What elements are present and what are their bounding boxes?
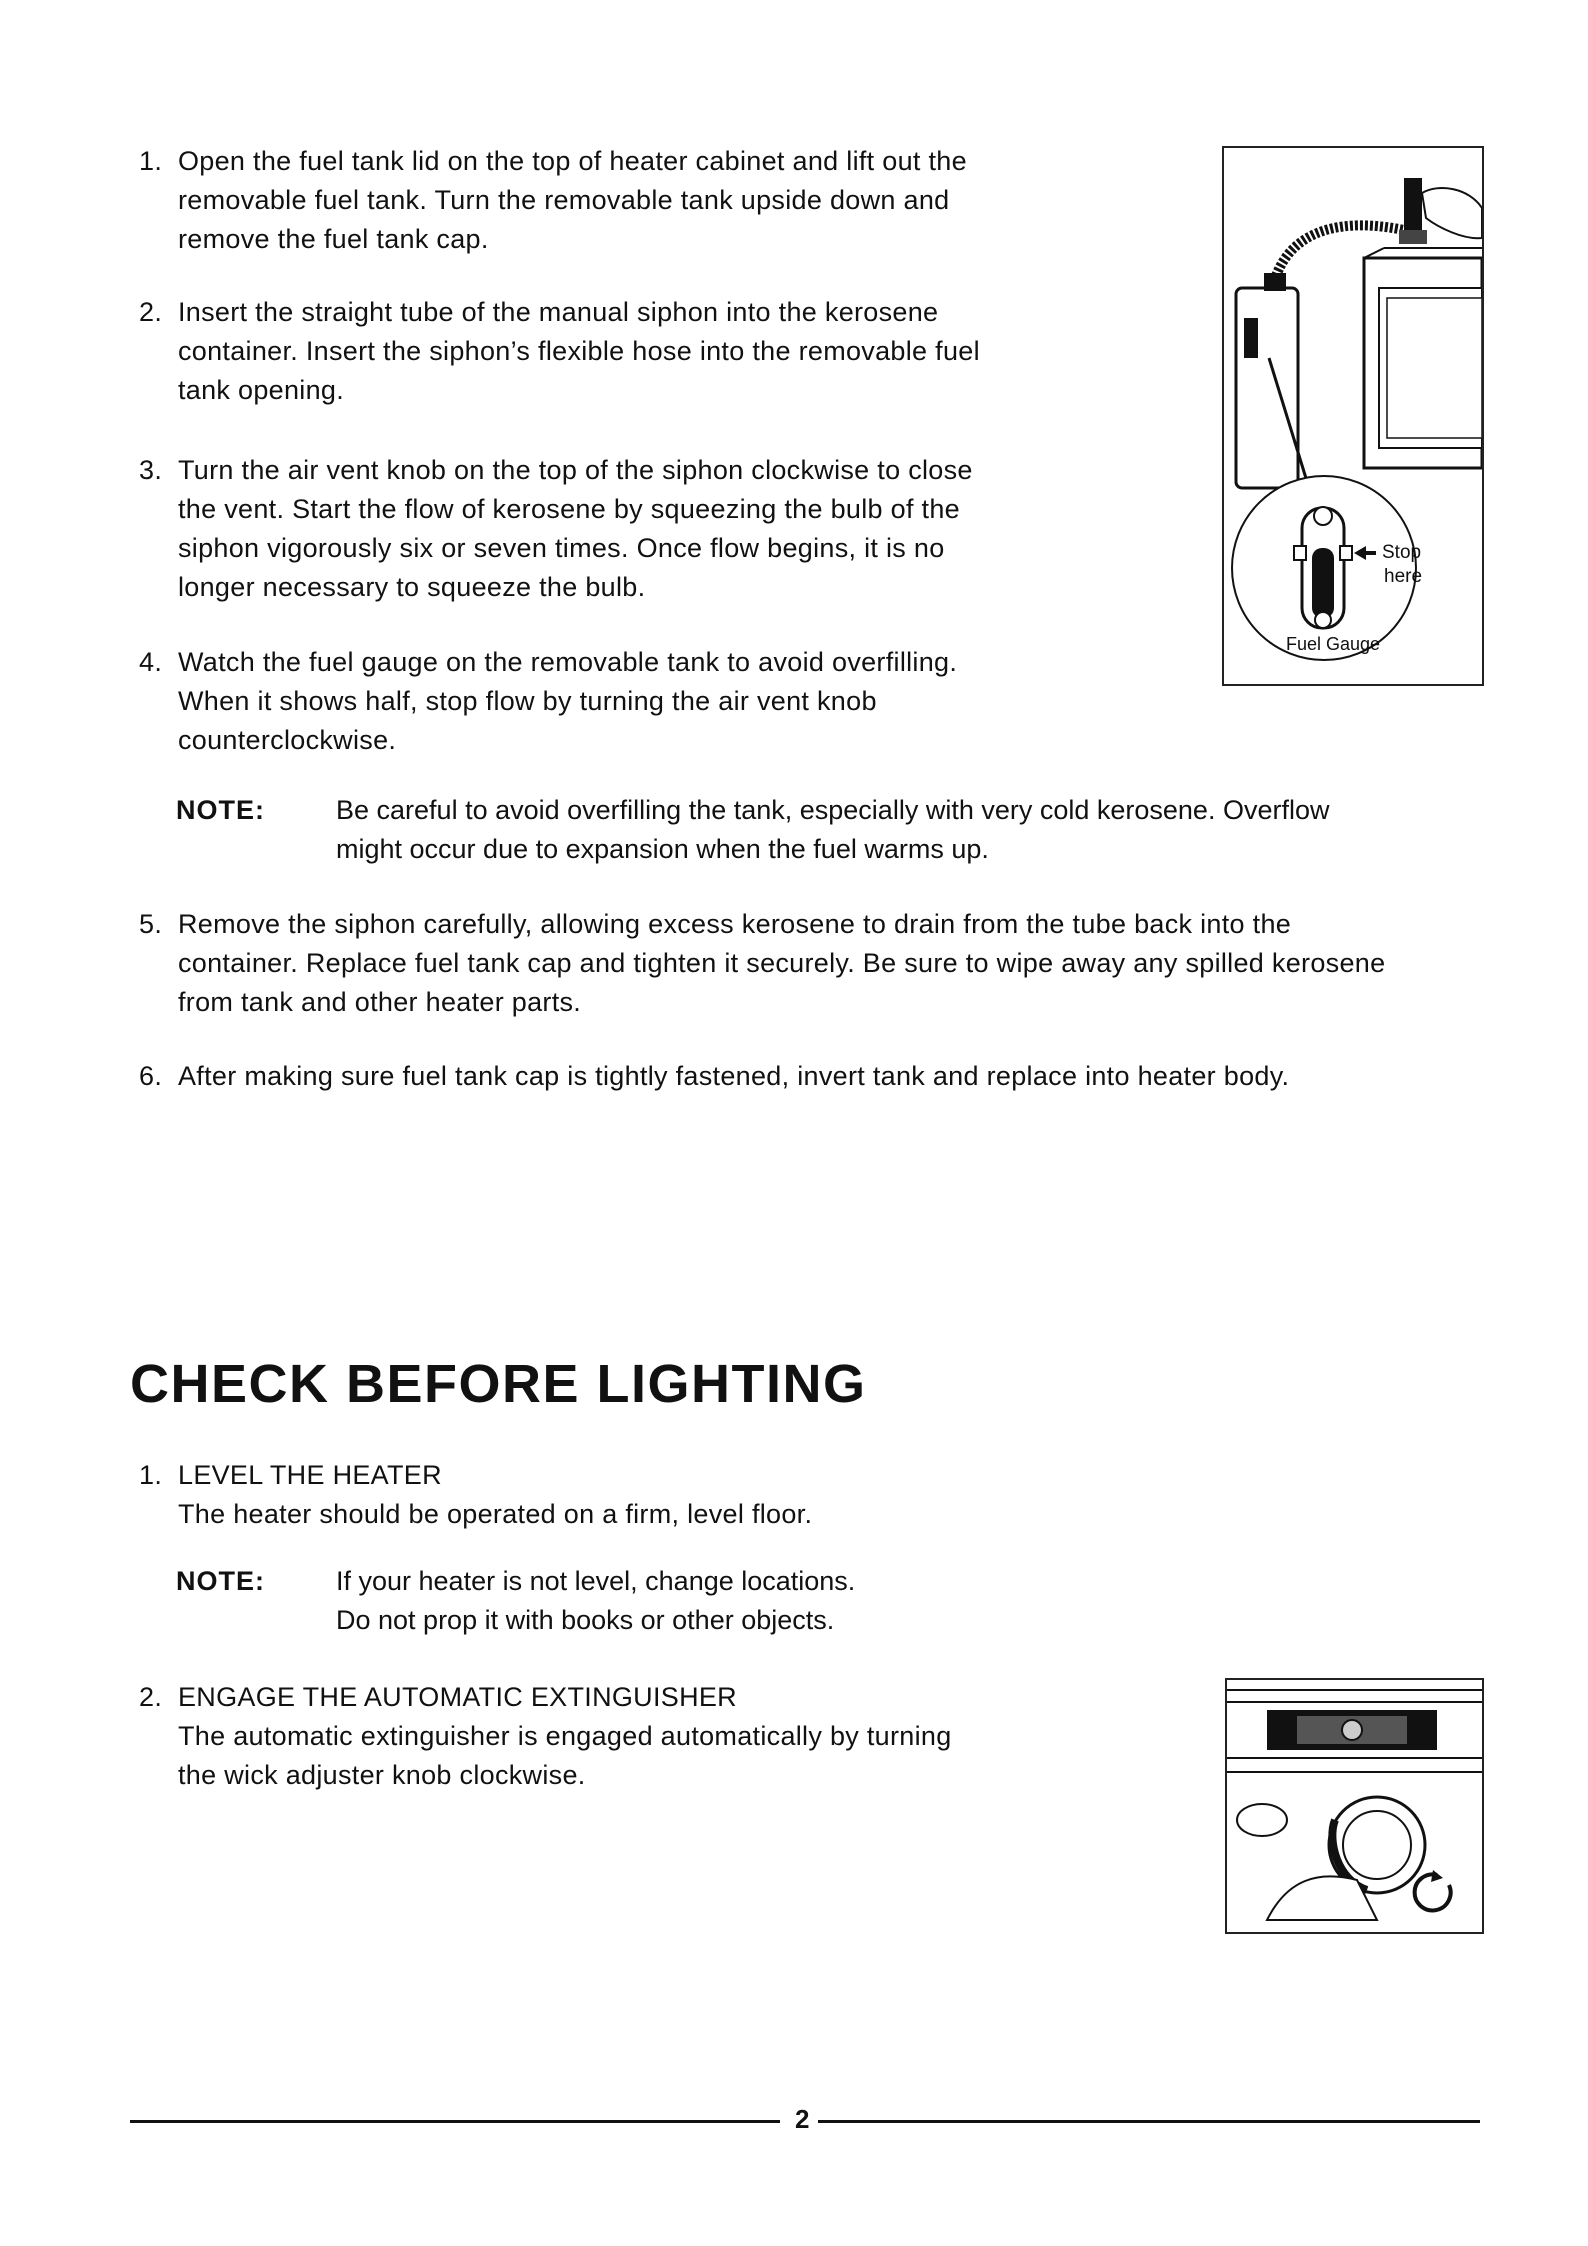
step-line: counterclockwise. xyxy=(178,725,397,755)
note-line: might occur due to expansion when the fuel warms up. xyxy=(336,834,989,864)
page-number: 2 xyxy=(795,2104,810,2134)
step-line: siphon vigorously six or seven times. Once flow begins, it is no xyxy=(178,533,945,563)
check-item-extinguisher xyxy=(139,1678,952,1795)
step-line: Open the fuel tank lid on the top of heater cabinet and lift out the xyxy=(178,146,967,176)
step-line: When it shows half, stop flow by turning the air vent knob xyxy=(178,686,877,716)
footer-rule-left xyxy=(130,2120,780,2123)
here-label: here xyxy=(1384,566,1423,587)
step-number: 3. xyxy=(139,455,163,485)
step-1 xyxy=(139,142,967,259)
siphon-refuel-icon xyxy=(1224,148,1482,684)
stop-label: Stop xyxy=(1382,542,1422,563)
fuel-gauge-label: Fuel Gauge xyxy=(1286,634,1381,654)
step-line: removable fuel tank. Turn the removable tank upside down and xyxy=(178,185,950,215)
note-line: If your heater is not level, change locations. xyxy=(336,1566,856,1596)
check-number: 1. xyxy=(139,1460,163,1490)
step-line: remove the fuel tank cap. xyxy=(178,224,489,254)
step-number: 1. xyxy=(139,146,163,176)
footer-rule-right xyxy=(818,2120,1480,2123)
check-item-level xyxy=(139,1456,813,1534)
step-line: container. Replace fuel tank cap and tighten it securely. Be sure to wipe away any spilled kerosene xyxy=(178,948,1386,978)
note-line: Do not prop it with books or other objects. xyxy=(336,1605,835,1635)
check-title: ENGAGE THE AUTOMATIC EXTINGUISHER xyxy=(178,1682,737,1712)
check-line: The automatic extinguisher is engaged automatically by turning xyxy=(178,1721,952,1751)
step-number: 4. xyxy=(139,647,163,677)
siphon-refuel-figure xyxy=(1222,146,1484,686)
step-line: After making sure fuel tank cap is tightly fastened, invert tank and replace into heater body. xyxy=(178,1061,1290,1091)
step-line: container. Insert the siphon’s flexible hose into the removable fuel xyxy=(178,336,980,366)
step-number: 6. xyxy=(139,1061,163,1091)
check-line: The heater should be operated on a firm, level floor. xyxy=(178,1499,813,1529)
wick-adjuster-figure xyxy=(1225,1678,1484,1934)
step-line: Turn the air vent knob on the top of the siphon clockwise to close xyxy=(178,455,973,485)
step-number: 2. xyxy=(139,297,163,327)
step-6 xyxy=(139,1057,1290,1096)
section-heading: CHECK BEFORE LIGHTING xyxy=(130,1354,867,1414)
check-line: the wick adjuster knob clockwise. xyxy=(178,1760,586,1790)
step-line: Remove the siphon carefully, allowing excess kerosene to drain from the tube back into the xyxy=(178,909,1292,939)
step-line: Watch the fuel gauge on the removable tank to avoid overfilling. xyxy=(178,647,958,677)
step-line: the vent. Start the flow of kerosene by squeezing the bulb of the xyxy=(178,494,960,524)
step-line: tank opening. xyxy=(178,375,345,405)
step-line: Insert the straight tube of the manual siphon into the kerosene xyxy=(178,297,939,327)
step-line: longer necessary to squeeze the bulb. xyxy=(178,572,646,602)
note-line: Be careful to avoid overfilling the tank, especially with very cold kerosene. Overflow xyxy=(336,795,1330,825)
step-number: 5. xyxy=(139,909,163,939)
step-3 xyxy=(139,451,973,607)
step-4 xyxy=(139,643,958,760)
note-label: NOTE: xyxy=(176,795,265,825)
note-label: NOTE: xyxy=(176,1566,265,1596)
wick-adjuster-knob-icon xyxy=(1227,1680,1482,1932)
check-title: LEVEL THE HEATER xyxy=(178,1460,442,1490)
step-5 xyxy=(139,905,1386,1022)
step-2 xyxy=(139,293,980,410)
step-line: from tank and other heater parts. xyxy=(178,987,582,1017)
check-number: 2. xyxy=(139,1682,163,1712)
